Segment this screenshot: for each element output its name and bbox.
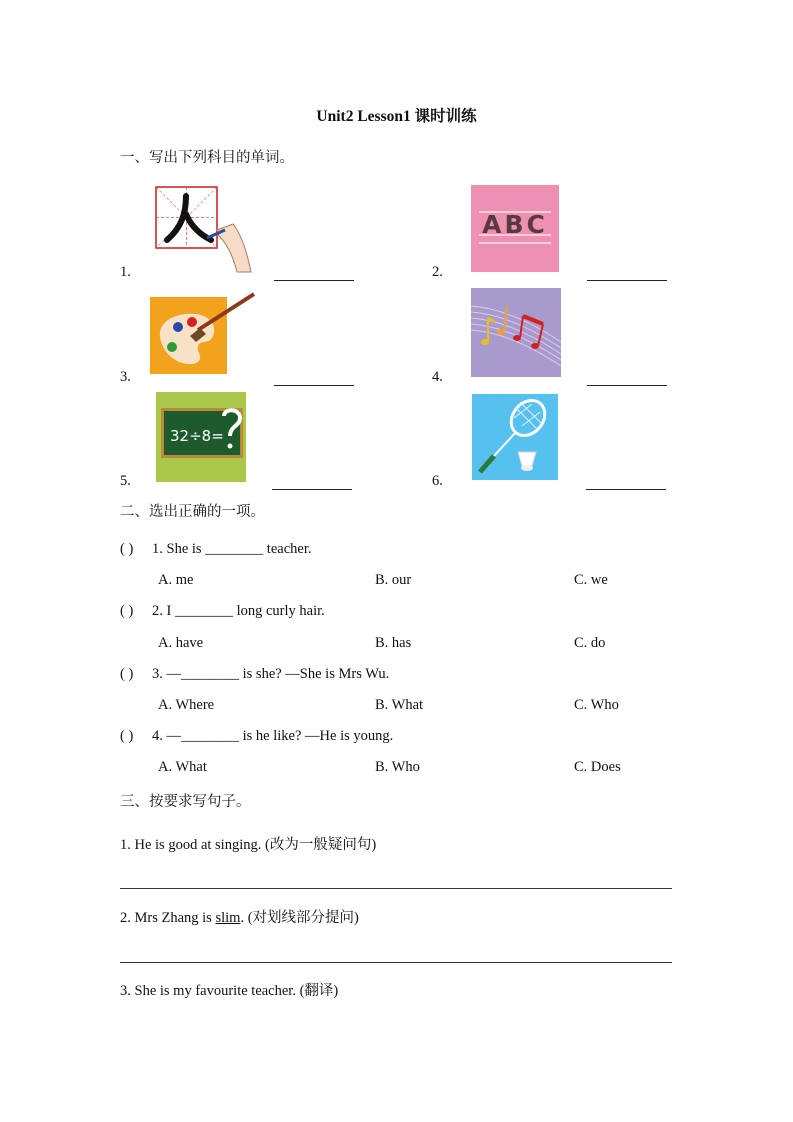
q1-option-c[interactable]: C. we [574, 572, 608, 588]
s3-q2-text [120, 911, 359, 926]
music-notes-icon [471, 288, 561, 377]
q3-option-b[interactable]: B. What [375, 697, 424, 713]
item-5-answer-blank[interactable] [272, 475, 352, 490]
q2-option-a[interactable]: A. have [158, 635, 204, 651]
s3-q1-answer-line[interactable] [120, 888, 672, 889]
art-palette-icon [150, 292, 256, 374]
item-6-number: 6. [432, 473, 443, 489]
q1-option-a[interactable]: A. me [158, 572, 194, 588]
item-4-number: 4. [432, 369, 443, 385]
blackboard-picture-text: 32÷8= [170, 427, 224, 445]
item-2-number: 2. [432, 264, 443, 280]
badminton-racket-icon [472, 394, 558, 480]
q1-paren[interactable]: ( ) [120, 541, 134, 557]
item-1-number: 1. [120, 264, 131, 280]
q3-stem: 3. —________ is she? —She is Mrs Wu. [152, 666, 390, 682]
s3-q2-underlined: slim [215, 910, 241, 926]
q2-paren[interactable]: ( ) [120, 603, 134, 619]
q4-option-c[interactable]: C. Does [574, 759, 621, 775]
item-3-number: 3. [120, 369, 131, 385]
s3-q3-text: 3. She is my favourite teacher. (翻译) [120, 983, 339, 999]
abc-picture-text: ABC [482, 210, 548, 239]
item-1-answer-blank[interactable] [274, 266, 354, 281]
q1-option-b[interactable]: B. our [375, 572, 412, 588]
q4-paren[interactable]: ( ) [120, 728, 134, 744]
s3-q2-after: . (对划线部分提问) [240, 910, 359, 926]
q2-option-c[interactable]: C. do [574, 635, 606, 651]
q2-stem: 2. I ________ long curly hair. [152, 603, 325, 619]
item-3-answer-blank[interactable] [274, 371, 354, 386]
q3-paren[interactable]: ( ) [120, 666, 134, 682]
q1-stem: 1. She is ________ teacher. [152, 541, 312, 557]
q3-option-c[interactable]: C. Who [574, 697, 619, 713]
section1-heading: 一、写出下列科目的单词。 [120, 150, 294, 166]
item-6-answer-blank[interactable] [586, 475, 666, 490]
q4-option-b[interactable]: B. Who [375, 759, 420, 775]
section2-heading: 二、选出正确的一项。 [120, 504, 265, 520]
item-5-number: 5. [120, 473, 131, 489]
s3-q1-text: 1. He is good at singing. (改为一般疑问句) [120, 837, 377, 853]
q2-option-b[interactable]: B. has [375, 635, 412, 651]
q3-option-a[interactable]: A. Where [158, 697, 215, 713]
chinese-writing-icon [155, 186, 253, 274]
english-abc-icon [471, 185, 559, 272]
page-title: Unit2 Lesson1 课时训练 [316, 108, 477, 125]
s3-q2-answer-line[interactable] [120, 962, 672, 963]
item-4-answer-blank[interactable] [587, 371, 667, 386]
s3-q2-before: 2. Mrs Zhang is [120, 910, 216, 926]
maths-blackboard-icon [156, 392, 246, 482]
section3-heading: 三、按要求写句子。 [120, 794, 251, 810]
q4-option-a[interactable]: A. What [158, 759, 207, 775]
q4-stem: 4. —________ is he like? —He is young. [152, 728, 394, 744]
item-2-answer-blank[interactable] [587, 266, 667, 281]
